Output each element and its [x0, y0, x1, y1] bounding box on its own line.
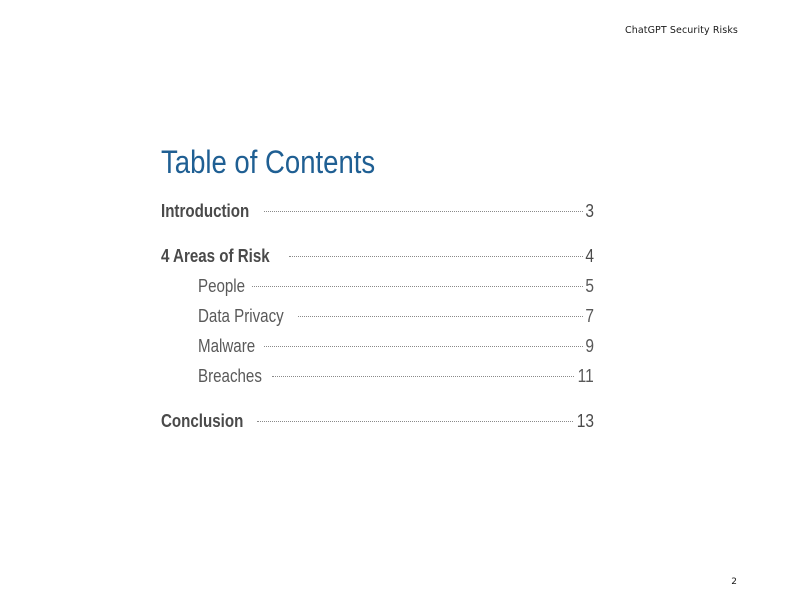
- toc-entry-data-privacy[interactable]: [161, 301, 594, 331]
- toc-list: [161, 196, 594, 436]
- toc-entry-breaches[interactable]: [161, 361, 594, 391]
- toc-entry-label: People: [198, 276, 246, 296]
- toc-entry-areas-of-risk[interactable]: [161, 241, 594, 271]
- toc-entry-label: Malware: [198, 336, 256, 356]
- toc-entry-people[interactable]: [161, 271, 594, 301]
- toc-entry-label: Data Privacy: [198, 306, 284, 326]
- toc-dot-leader: [264, 211, 583, 212]
- toc-title: Table of Contents: [161, 144, 376, 180]
- toc-entry-page: 11: [577, 366, 594, 386]
- toc-dot-leader: [289, 256, 583, 257]
- page-number: 2: [731, 577, 737, 587]
- toc-entry-page: 5: [585, 276, 594, 296]
- toc-dot-leader: [298, 316, 583, 317]
- toc-entry-label: 4 Areas of Risk: [161, 246, 270, 266]
- toc-entry-introduction[interactable]: [161, 196, 594, 226]
- toc-entry-label: Conclusion: [161, 411, 244, 431]
- toc-entry-malware[interactable]: [161, 331, 594, 361]
- toc-entry-label: Breaches: [198, 366, 262, 386]
- toc-dot-leader: [264, 346, 583, 347]
- running-header: ChatGPT Security Risks: [625, 25, 738, 36]
- toc-entry-page: 9: [585, 336, 594, 356]
- toc-entry-label: Introduction: [161, 201, 250, 221]
- toc-entry-page: 3: [585, 201, 594, 221]
- toc-dot-leader: [272, 376, 574, 377]
- toc-entry-page: 4: [585, 246, 594, 266]
- toc-entry-conclusion[interactable]: [161, 406, 594, 436]
- toc-dot-leader: [252, 286, 583, 287]
- toc-dot-leader: [257, 421, 573, 422]
- table-of-contents: [161, 140, 594, 436]
- toc-entry-page: 13: [576, 411, 594, 431]
- toc-entry-page: 7: [585, 306, 594, 326]
